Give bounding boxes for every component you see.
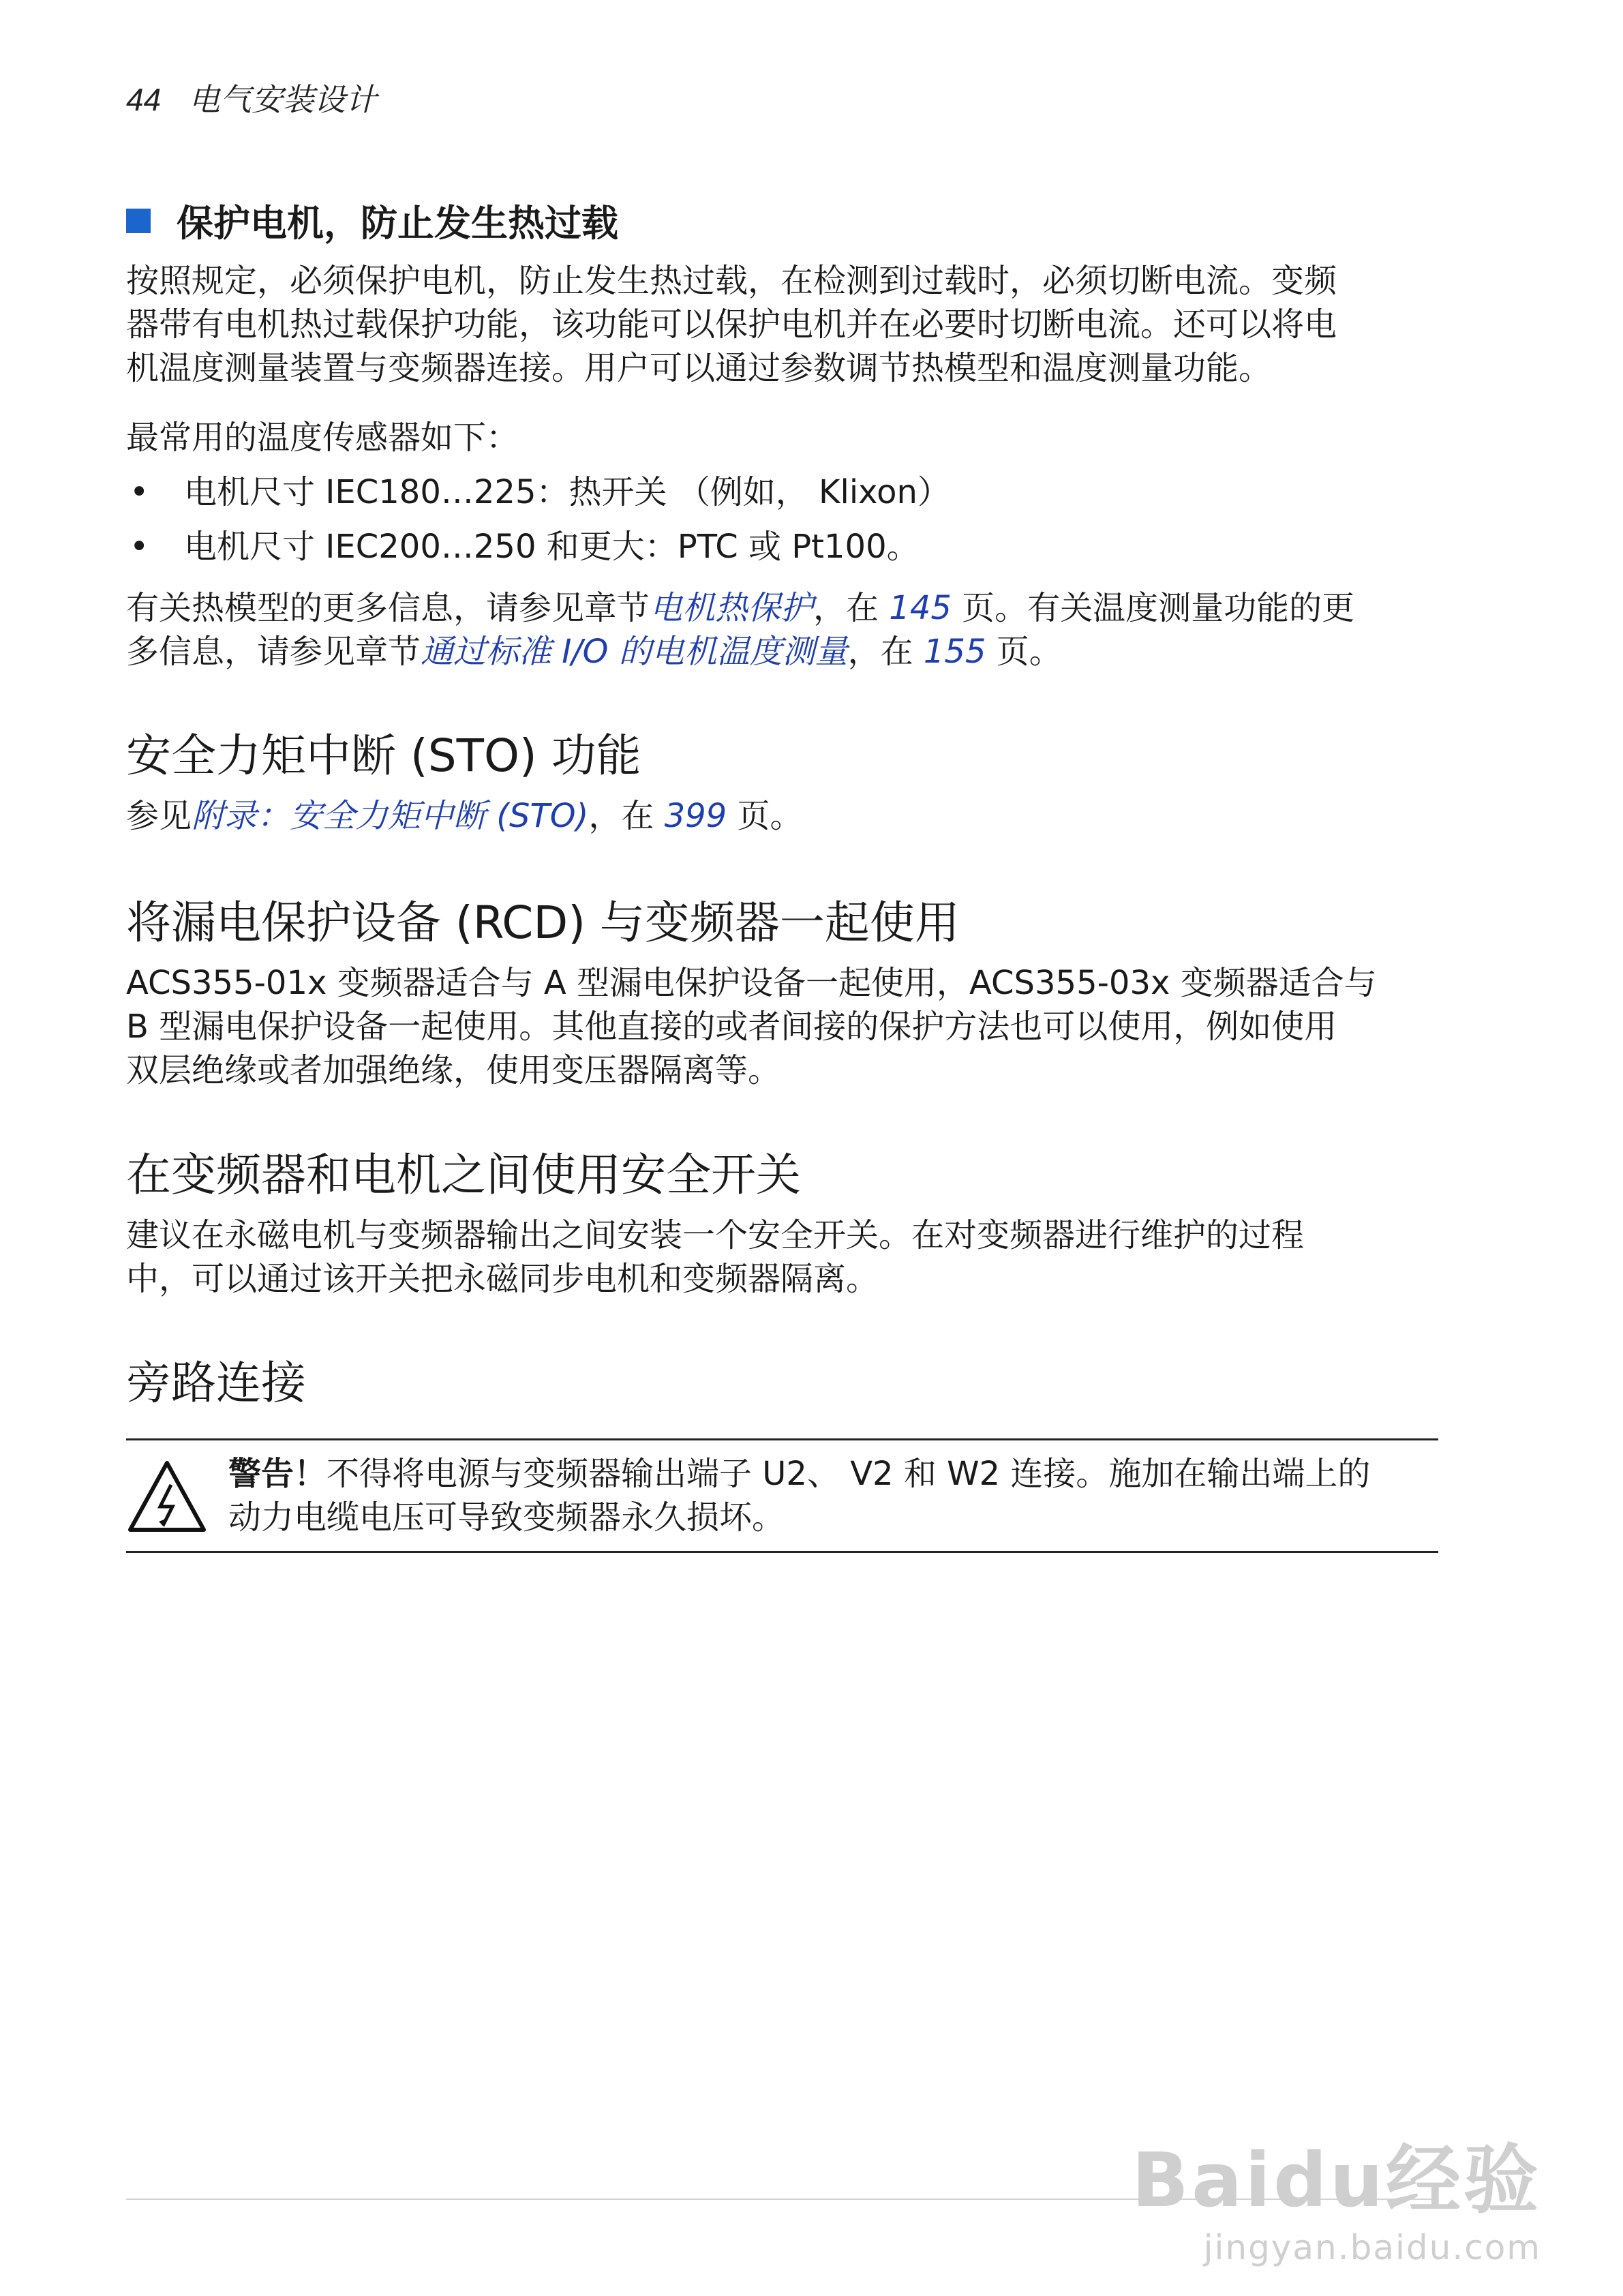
bullet-dot-icon: •	[130, 473, 149, 511]
heading-bypass: 旁路连接	[126, 1357, 306, 1409]
text-span: 不得将电源与变频器输出端子 U2、 V2 和 W2 连接。施加在输出端上的	[327, 1455, 1371, 1493]
text-span: 页。	[986, 633, 1062, 671]
text-span: 有关热模型的更多信息，请参见章节	[126, 589, 650, 627]
text-span: 页。	[727, 797, 803, 835]
warning-bottom-rule	[126, 1551, 1438, 1553]
paragraph-line	[228, 1452, 1442, 1496]
text-span: ，在	[813, 589, 890, 627]
warning-icon	[126, 1459, 208, 1537]
sto-paragraph	[126, 794, 1448, 838]
watermark-url: jingyan.baidu.com	[1203, 2228, 1541, 2267]
link-motor-thermal-protection[interactable]: 电机热保护	[650, 589, 814, 627]
paragraph-line: ACS355-01x 变频器适合与 A 型漏电保护设备一起使用，ACS355-03x 变频器适合与	[126, 964, 1377, 1002]
rcd-paragraph	[126, 961, 1448, 1092]
link-appendix-sto[interactable]: 附录：安全力矩中断 (STO)	[192, 797, 589, 835]
bullet-dot-icon: •	[130, 528, 149, 566]
heading-safety-switch: 在变频器和电机之间使用安全开关	[126, 1149, 801, 1201]
link-page-145[interactable]: 145	[889, 589, 952, 627]
watermark-brand: Baidu经验	[1132, 2136, 1541, 2224]
text-span: ，在	[588, 797, 665, 835]
text-span: ，在	[847, 633, 924, 671]
warning-text	[228, 1452, 1442, 1539]
paragraph-line	[126, 586, 1448, 630]
paragraph-line: 中，可以通过该开关把永磁同步电机和变频器隔离。	[126, 1260, 879, 1298]
watermark	[1132, 2120, 1541, 2267]
section-heading	[126, 194, 618, 247]
paragraph-line: 按照规定，必须保护电机，防止发生热过载，在检测到过载时，必须切断电流。变频	[126, 262, 1337, 300]
paragraph-line: 双层绝缘或者加强绝缘，使用变压器隔离等。	[126, 1051, 781, 1089]
paragraph-line: B 型漏电保护设备一起使用。其他直接的或者间接的保护方法也可以使用，例如使用	[126, 1008, 1337, 1046]
link-page-155[interactable]: 155	[923, 633, 986, 671]
text-span: 多信息，请参见章节	[126, 633, 421, 671]
list-item-text: 电机尺寸 IEC180…225：热开关 （例如， Klixon）	[184, 473, 950, 511]
text-span: 页。有关温度测量功能的更	[951, 589, 1355, 627]
list-item	[130, 525, 920, 569]
safety-switch-paragraph	[126, 1213, 1448, 1301]
paragraph-line	[126, 630, 1448, 674]
paragraph-line: 器带有电机热过载保护功能，该功能可以保护电机并在必要时切断电流。还可以将电	[126, 305, 1337, 344]
square-bullet-icon	[126, 209, 151, 233]
list-item-text: 电机尺寸 IEC200…250 和更大：PTC 或 Pt100。	[184, 528, 920, 566]
paragraph-line: 动力电缆电压可导致变频器永久损坏。	[228, 1498, 785, 1537]
thermal-protection-paragraph	[126, 259, 1448, 390]
list-item	[130, 470, 950, 514]
running-section-title: 电气安装设计	[188, 81, 377, 118]
warning-label: 警告！	[228, 1455, 327, 1493]
sensor-intro: 最常用的温度传感器如下：	[126, 419, 519, 457]
warning-top-rule	[126, 1438, 1438, 1440]
link-page-399[interactable]: 399	[664, 797, 727, 835]
reference-paragraph	[126, 586, 1448, 674]
paragraph-line: 机温度测量装置与变频器连接。用户可以通过参数调节热模型和温度测量功能。	[126, 349, 1272, 387]
heading-rcd: 将漏电保护设备 (RCD) 与变频器一起使用	[126, 896, 960, 949]
page-number: 44	[126, 82, 162, 117]
link-motor-temperature-measurement[interactable]: 通过标准 I/O 的电机温度测量	[421, 633, 848, 671]
heading-sto: 安全力矩中断 (STO) 功能	[126, 729, 641, 782]
paragraph-line: 建议在永磁电机与变频器输出之间安装一个安全开关。在对变频器进行维护的过程	[126, 1216, 1305, 1254]
text-span: 参见	[126, 797, 192, 835]
section-heading-text: 保护电机，防止发生热过载	[177, 202, 618, 245]
page-header	[126, 75, 377, 120]
